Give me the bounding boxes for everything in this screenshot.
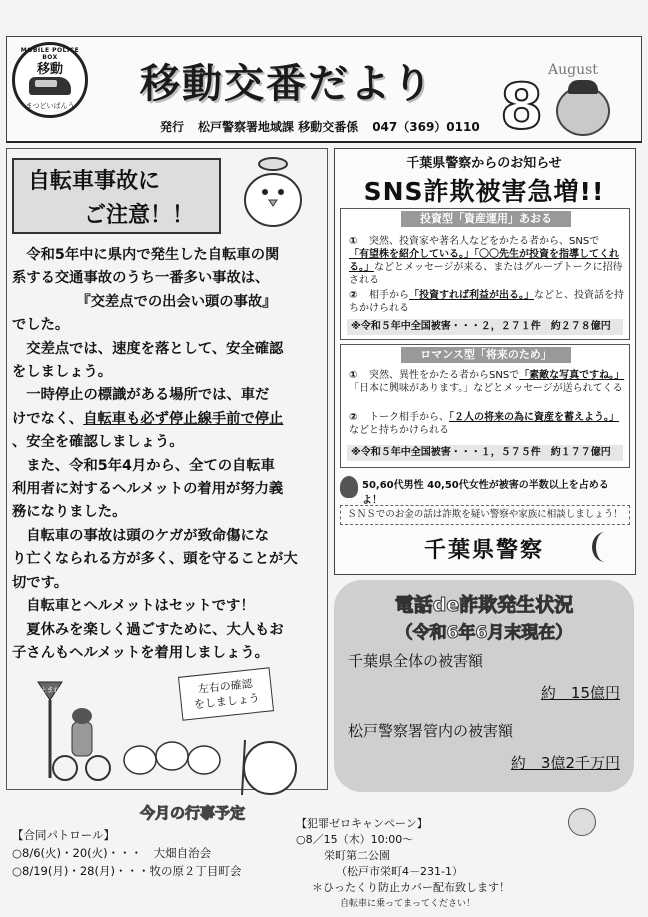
- station-damage-value: 約 3億2千万円: [510, 754, 620, 772]
- campaign-date: ○8／15（木）10:00～: [296, 833, 414, 846]
- logo-ring-bottom-text: まつどいばんう: [25, 102, 75, 110]
- sun-icon: [568, 808, 596, 836]
- publisher-line: [160, 118, 480, 135]
- article-headline: [12, 158, 221, 234]
- article-line: 夏休みを楽しく過ごすために、大人もお: [12, 621, 284, 638]
- article-line: をしましょう。: [12, 364, 113, 381]
- campaign-address: （松戸市栄町4－231-1）: [336, 865, 463, 878]
- status-title: 電話de詐欺発生状況: [394, 594, 574, 616]
- investment-item-1: ① 突然、投資家や著名人などをかたる者から、SNSで 「有望株を紹介している。」「〇〇先生が投資を指導してくれる。」などとメッセージが来る、またはグループトークに招待される: [349, 236, 623, 286]
- article-line: り亡くなられる方が多く、頭を守ることが大: [12, 551, 298, 568]
- investment-stat: ※令和５年中全国被害・・・２，２７１件 約２７８億円: [347, 319, 623, 335]
- publisher-label: 発行: [160, 120, 185, 134]
- article-body: [12, 244, 324, 665]
- investment-fraud-box: [340, 208, 630, 340]
- article-line: 切です。: [12, 574, 69, 591]
- stop-sign-text: 止まれ: [39, 686, 61, 694]
- campaign-header: 【犯罪ゼロキャンペーン】: [296, 817, 428, 830]
- article-line: 交差点では、速度を落として、安全確認: [12, 340, 284, 357]
- chiba-police-emblem-icon: [592, 532, 618, 562]
- headline-line-2: ご注意！！: [84, 203, 195, 228]
- publisher-name: 松戸警察署地域課 移動交番係: [198, 120, 359, 134]
- article-line: 、安全を確認しましょう。: [12, 434, 184, 451]
- police-bear-mascot-icon: [556, 86, 610, 136]
- campaign-place: 栄町第二公園: [324, 849, 390, 862]
- romance-stat: ※令和５年中全国被害・・・１，５７５件 約１７７億円: [347, 445, 623, 461]
- chick-police-mascot-icon: [235, 150, 311, 230]
- publisher-phone: 047（369）0110: [372, 120, 480, 134]
- sign-line-2: をしましょう: [193, 691, 261, 712]
- underlined-phrase: 自転車も必ず停止線手前で停止: [83, 410, 284, 427]
- patrol-header: 【合同パトロール】: [12, 828, 116, 842]
- article-line: 一時停止の標識がある場所では、車だ: [12, 387, 270, 404]
- pref-damage-value: 約 15億円: [540, 684, 620, 702]
- age-note: 50,60代男性 40,50代女性が被害の半数以上を占めるよ！: [362, 480, 609, 506]
- events-title: 今月の行事予定: [140, 804, 246, 822]
- police-car-icon: [29, 77, 71, 95]
- logo-name: 移動: [36, 62, 63, 77]
- article-line: また、令和5年4月から、全ての自転車: [12, 457, 275, 474]
- romance-item-2: ② トーク相手から、「２人の将来の為に資産を蓄えよう。」などと持ちかけられる: [349, 412, 619, 436]
- patrol-entry: ○8/19(月)・28(月)・・・牧の原２丁目町会: [12, 864, 242, 878]
- month-number: 8: [500, 70, 544, 143]
- article-line: 利用者に対するヘルメットの着用が努力義: [12, 481, 284, 498]
- article-line: 『交差点での出会い頭の事故』: [12, 293, 277, 310]
- patrol-entry: ○8/6(火)・20(火)・・・ 大畑自治会: [12, 846, 212, 860]
- investment-band: 投資型「資産運用」あおる: [401, 211, 571, 227]
- sign-line-1: 左右の確認: [197, 677, 254, 696]
- pref-damage-label: 千葉県全体の被害額: [348, 652, 484, 670]
- romance-item-1: ① 突然、異性をかたる者からSNSで「素敵な写真ですね。」「日本に興味があります。」などとメッセージが送られてくる: [349, 370, 625, 394]
- notice-from: 千葉県警察からのお知らせ: [406, 156, 562, 171]
- article-line: 子さんもヘルメットを着用しましょう。: [12, 644, 269, 661]
- mobile-police-box-logo: [12, 42, 88, 118]
- station-damage-label: 松戸警察署管内の被害額: [348, 722, 514, 740]
- article-line: 自転車とヘルメットはセットです！: [12, 598, 255, 615]
- romance-band: ロマンス型「将来のため」: [401, 347, 571, 363]
- newsletter-title: 移動交番だより: [140, 61, 434, 107]
- article-line: でした。: [12, 317, 70, 334]
- romance-fraud-box: [340, 344, 630, 468]
- status-subtitle: （令和6年6月末現在）: [395, 623, 573, 643]
- article-line: 令和5年中に県内で発生した自転車の関: [12, 247, 280, 263]
- campaign-slogan: 自転車に乗ってまってください！: [340, 899, 476, 909]
- month-word: August: [548, 62, 598, 78]
- article-line: 系する交通事故のうち一番多い事故は、: [12, 270, 270, 287]
- article-line: 自転車の事故は頭のケガが致命傷にな: [12, 527, 270, 544]
- chiba-police-name: 千葉県警察: [423, 538, 544, 563]
- joint-patrol-schedule: [12, 826, 241, 880]
- article-line-with-underline: けでなく、自転車も必ず停止線手前で停止: [12, 410, 284, 427]
- article-line: 務になりました。: [12, 504, 127, 521]
- consult-advice: ＳＮＳでのお金の話は詐欺を疑い警察や家族に相談しましょう！: [340, 505, 630, 525]
- crime-zero-campaign: [296, 816, 510, 912]
- campaign-note: ＊ひったくり防止カバー配布致します！: [312, 881, 510, 894]
- headline-line-1: 自転車事故に: [28, 169, 161, 194]
- notice-headline: SNS詐欺被害急増!!: [363, 177, 605, 206]
- police-mascot-icon: [340, 476, 358, 498]
- investment-item-2: ② 相手から「投資すれば利益が出る。」などと、投資話を持ちかけられる: [349, 290, 624, 314]
- logo-ring-top-text: MOBILE POLICE BOX: [20, 47, 80, 61]
